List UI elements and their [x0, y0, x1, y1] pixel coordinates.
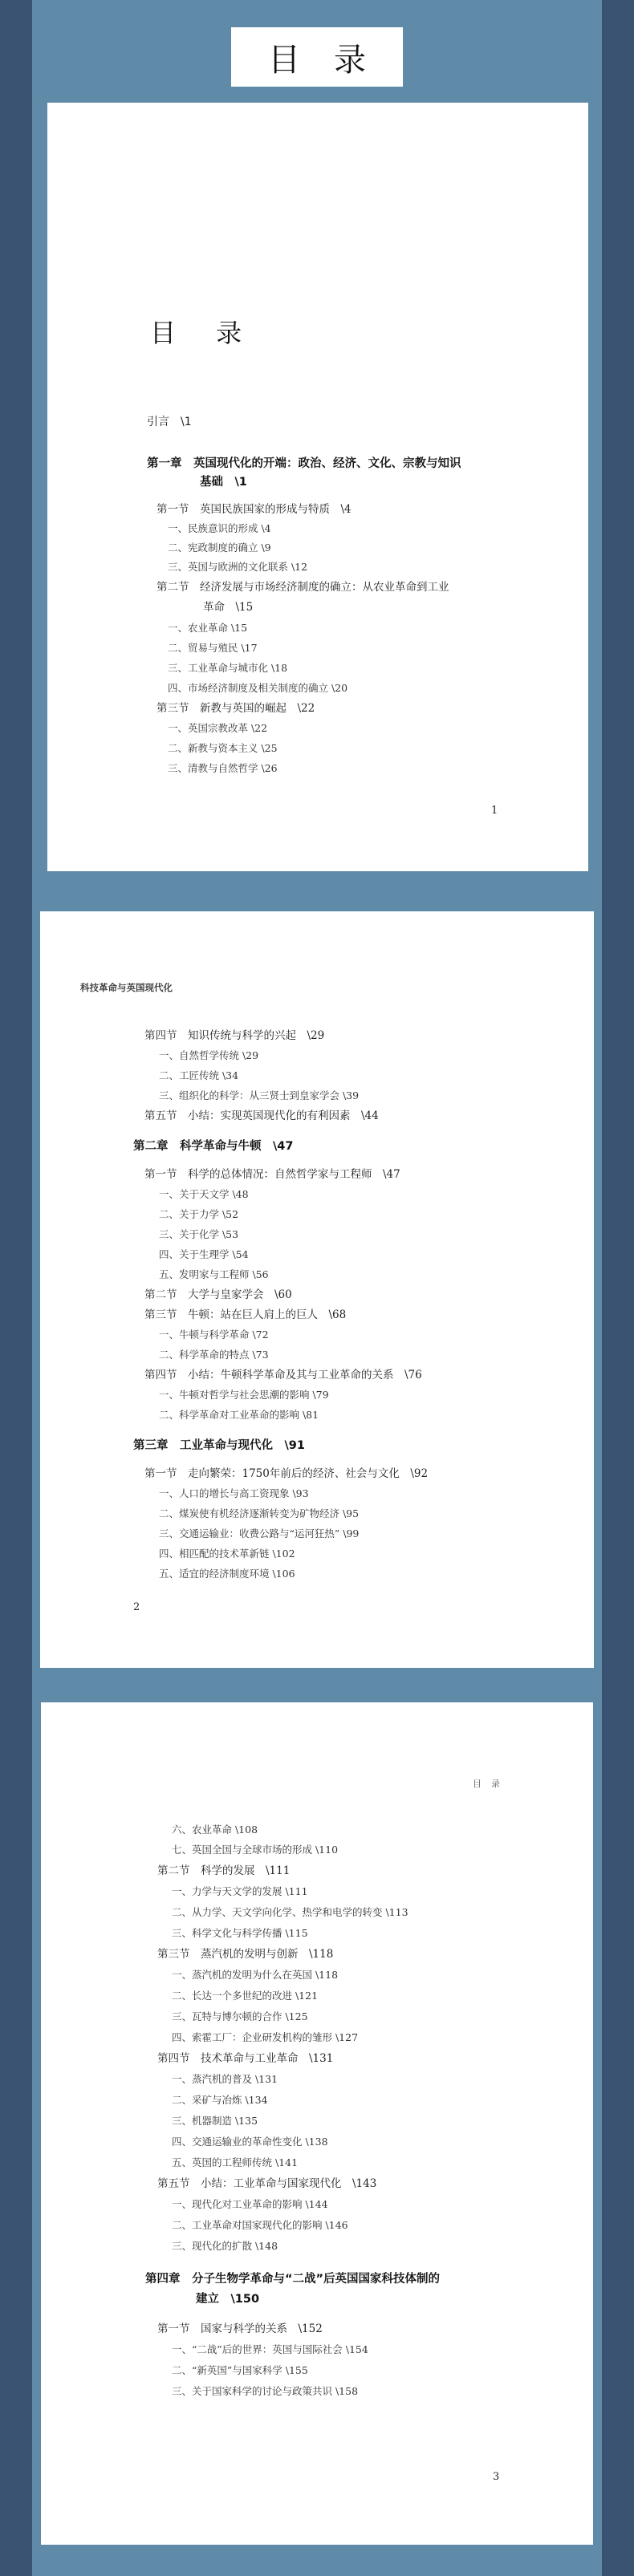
subsection-entry: 一、自然哲学传统 \29: [159, 1049, 259, 1061]
section-entry: 第二节 科学的发展 \111: [157, 1864, 291, 1877]
subsection-entry: 二、工匠传统 \34: [159, 1069, 239, 1081]
subsection-entry: 二、关于力学 \52: [159, 1208, 239, 1220]
subsection-entry: 七、英国全国与全球市场的形成 \110: [172, 1844, 339, 1856]
section-entry: 第一节 英国民族国家的形成与特质 \4: [156, 503, 352, 516]
subsection-entry: 四、相匹配的技术革新链 \102: [159, 1548, 295, 1560]
subsection-entry: 二、新教与资本主义 \25: [168, 742, 278, 754]
subsection-entry: 一、英国宗教改革 \22: [168, 722, 268, 734]
subsection-entry: 五、发明家与工程师 \56: [159, 1268, 269, 1280]
section-entry: 第一节 国家与科学的关系 \152: [157, 2322, 323, 2335]
subsection-entry: 一、农业革命 \15: [168, 622, 248, 634]
subsection-entry: 三、关于化学 \53: [159, 1228, 239, 1240]
subsection-entry: 二、宪政制度的确立 \9: [168, 542, 271, 554]
page-number: 2: [133, 1601, 140, 1613]
subsection-entry: 二、贸易与殖民 \17: [168, 642, 258, 654]
chapter-entry: 第三章 工业革命与现代化 \91: [133, 1439, 305, 1452]
running-head: 目录: [473, 1779, 510, 1789]
page-number: 3: [493, 2471, 500, 2483]
page-number: 1: [491, 805, 498, 817]
section-entry: 第四节 技术革命与工业革命 \131: [157, 2052, 334, 2065]
subsection-entry: 一、牛顿与科学革命 \72: [159, 1329, 269, 1341]
section-entry: 第四节 小结：牛顿科学革命及其与工业革命的关系 \76: [144, 1369, 422, 1381]
subsection-entry: 三、工业革命与城市化 \18: [168, 662, 288, 674]
section-entry: 第一节 走向繁荣：1750年前后的经济、社会与文化 \92: [144, 1467, 429, 1480]
subsection-entry: 一、关于天文学 \48: [159, 1188, 249, 1200]
subsection-entry: 四、关于生理学 \54: [159, 1248, 249, 1260]
subsection-entry: 三、英国与欧洲的文化联系 \12: [168, 561, 308, 573]
subsection-entry: 一、现代化对工业革命的影响 \144: [172, 2198, 328, 2210]
subsection-entry: 二、科学革命对工业革命的影响 \81: [159, 1409, 319, 1421]
subsection-entry: 一、牛顿对哲学与社会思潮的影响 \79: [159, 1389, 329, 1401]
contents-banner: [231, 27, 403, 87]
section-entry: 第二节 经济发展与市场经济制度的确立：从农业革命到工业: [156, 581, 449, 594]
subsection-entry: 二、煤炭使有机经济逐渐转变为矿物经济 \95: [159, 1507, 360, 1519]
subsection-entry: 二、采矿与冶炼 \134: [172, 2094, 268, 2106]
subsection-entry: 一、蒸汽机的普及 \131: [172, 2073, 278, 2085]
section-entry: 第三节 蒸汽机的发明与创新 \118: [157, 1948, 334, 1961]
subsection-entry: 二、从力学、天文学向化学、热学和电学的转变 \113: [172, 1906, 408, 1918]
subsection-entry: 二、长达一个多世纪的改进 \121: [172, 1990, 319, 2002]
toc-entry: 引言 \1: [147, 416, 192, 428]
subsection-entry: 五、英国的工程师传统 \141: [172, 2156, 299, 2168]
toc-page-2: [40, 911, 594, 1668]
section-entry: 第五节 小结：实现英国现代化的有利因素 \44: [144, 1110, 379, 1122]
subsection-entry: 二、科学革命的特点 \73: [159, 1349, 269, 1361]
section-entry: 第三节 新教与英国的崛起 \22: [156, 702, 315, 715]
subsection-entry: 三、机器制造 \135: [172, 2115, 258, 2127]
section-entry: 第四节 知识传统与科学的兴起 \29: [144, 1029, 325, 1042]
toc-page-1: [47, 103, 588, 871]
section-entry: 第五节 小结：工业革命与国家现代化 \143: [157, 2177, 377, 2190]
chapter-entry: 第二章 科学革命与牛顿 \47: [133, 1140, 294, 1153]
running-head: 科技革命与英国现代化: [80, 982, 173, 993]
chapter-entry: 第一章 英国现代化的开端：政治、经济、文化、宗教与知识: [147, 457, 461, 470]
subsection-entry: 一、人口的增长与高工资现象 \93: [159, 1487, 309, 1499]
subsection-entry: 三、现代化的扩散 \148: [172, 2240, 278, 2252]
toc-page-3: [41, 1702, 593, 2545]
banner-title: 目录: [268, 41, 400, 79]
subsection-entry: 四、索霍工厂：企业研发机构的雏形 \127: [172, 2031, 359, 2043]
toc-title: 目 录: [150, 318, 258, 348]
subsection-entry: 二、工业革命对国家现代化的影响 \146: [172, 2219, 348, 2231]
chapter-entry-cont: 建立 \150: [196, 2293, 260, 2306]
section-entry: 第二节 大学与皇家学会 \60: [144, 1288, 292, 1301]
section-entry: 第三节 牛顿：站在巨人肩上的巨人 \68: [144, 1308, 347, 1321]
chapter-entry-cont: 基础 \1: [200, 476, 247, 489]
subsection-entry: 四、交通运输业的革命性变化 \138: [172, 2136, 328, 2148]
section-entry: 第一节 科学的总体情况：自然哲学家与工程师 \47: [144, 1168, 400, 1181]
subsection-entry: 三、清教与自然哲学 \26: [168, 762, 278, 774]
subsection-entry: 五、适宜的经济制度环境 \106: [159, 1568, 295, 1580]
subsection-entry: 三、交通运输业：收费公路与“运河狂热” \99: [159, 1527, 360, 1540]
subsection-entry: 一、蒸汽机的发明为什么在英国 \118: [172, 1969, 339, 1981]
subsection-entry: 一、力学与天文学的发展 \111: [172, 1885, 308, 1897]
subsection-entry: 三、瓦特与博尔顿的合作 \125: [172, 2010, 308, 2022]
section-entry-cont: 革命 \15: [203, 601, 254, 614]
chapter-entry: 第四章 分子生物学革命与“二战”后英国国家科技体制的: [145, 2273, 441, 2286]
subsection-entry: 一、“二战”后的世界：英国与国际社会 \154: [172, 2343, 368, 2355]
subsection-entry: 四、市场经济制度及相关制度的确立 \20: [168, 682, 348, 694]
subsection-entry: 三、组织化的科学：从三贤士到皇家学会 \39: [159, 1089, 360, 1101]
subsection-entry: 三、关于国家科学的讨论与政策共识 \158: [172, 2385, 359, 2397]
subsection-entry: 六、农业革命 \108: [172, 1823, 258, 1836]
subsection-entry: 二、“新英国”与国家科学 \155: [172, 2364, 308, 2376]
subsection-entry: 一、民族意识的形成 \4: [168, 522, 271, 534]
subsection-entry: 三、科学文化与科学传播 \115: [172, 1927, 308, 1939]
